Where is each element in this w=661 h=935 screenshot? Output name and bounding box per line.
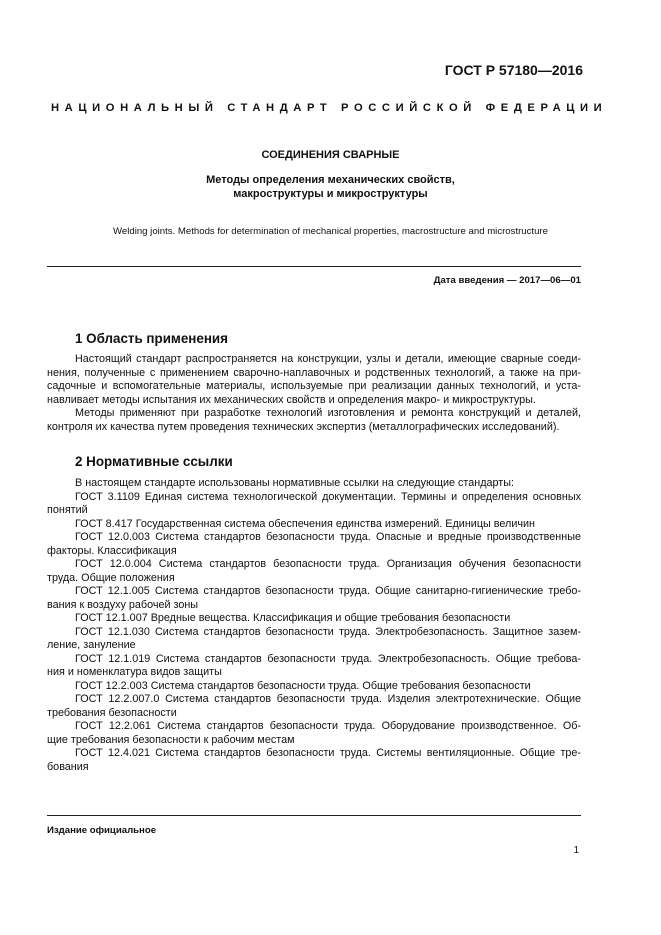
reference-line: ния и номенклатура видов защиты	[47, 666, 222, 678]
text-line: садочные и вспомогательные материалы, используемые при реализации данных технологий, и уста-	[47, 380, 581, 392]
reference-line: ГОСТ 12.4.021 Система стандартов безопасности труда. Системы вентиляционные. Общие тре-	[75, 747, 581, 759]
document-title: СОЕДИНЕНИЯ СВАРНЫЕ	[261, 149, 400, 161]
reference-line: труда. Общие положения	[47, 571, 175, 584]
official-edition-note: Издание официальное	[47, 825, 157, 836]
text-line: В настоящем стандарте использованы нормативные ссылки на следующие стандарты:	[75, 477, 514, 489]
reference-line: ГОСТ 12.1.005 Система стандартов безопасности труда. Общие санитарно-гигиенические требо-	[75, 585, 581, 597]
text-line: Методы применяют при разработке технологий изготовления и ремонта конструкций и деталей,	[75, 407, 581, 419]
introduction-date: Дата введения — 2017—06—01	[433, 275, 581, 286]
reference-line: ГОСТ 12.1.007 Вредные вещества. Классификация и общие требования безопасности	[75, 612, 511, 624]
section-1-heading: 1 Область применения	[75, 331, 228, 346]
section-2-body	[47, 477, 581, 774]
section-1-body	[47, 353, 581, 434]
reference-line: ГОСТ 3.1109 Единая система технологической документации. Термины и определения основных	[75, 490, 581, 503]
reference-line: ГОСТ 8.417 Государственная система обеспечения единства измерений. Единицы величин	[75, 517, 535, 530]
document-subtitle	[0, 173, 661, 201]
header-divider	[47, 266, 581, 267]
reference-line: вания к воздуху рабочей зоны	[47, 598, 199, 611]
national-standard-heading: НАЦИОНАЛЬНЫЙ СТАНДАРТ РОССИЙСКОЙ ФЕДЕРАЦИИ	[51, 102, 608, 114]
reference-line: факторы. Классификация	[47, 544, 177, 557]
reference-line: ГОСТ 12.1.019 Система стандартов безопасности труда. Электробезопасность. Общие требова-	[75, 652, 581, 665]
reference-line: ГОСТ 12.2.003 Система стандартов безопасности труда. Общие требования безопасности	[75, 679, 531, 692]
text-line: нения, полученные с применением сварочно-наплавочных и родственных технологий, а также на при-	[47, 366, 581, 379]
reference-line: щие требования безопасности к рабочим местам	[47, 733, 295, 746]
reference-line: понятий	[47, 504, 88, 516]
section-2-heading: 2 Нормативные ссылки	[75, 454, 233, 469]
reference-line: бования	[47, 760, 89, 773]
reference-line: ГОСТ 12.0.004 Система стандартов безопасности труда. Организация обучения безопасности	[75, 558, 581, 570]
document-title-english: Welding joints. Methods for determination of mechanical properties, macrostructure and microstructure	[113, 226, 548, 237]
reference-line: ГОСТ 12.2.061 Система стандартов безопасности труда. Оборудование производственное. Об-	[75, 720, 581, 732]
text-line: навливает методы испытания их механических свойств и определения макро- и микроструктуры.	[47, 393, 536, 406]
page-number: 1	[573, 845, 579, 856]
footer-divider	[47, 815, 581, 816]
reference-line: ление, зануление	[47, 639, 136, 651]
reference-line: требования безопасности	[47, 706, 177, 719]
subtitle-line: Методы определения механических свойств,	[206, 174, 455, 186]
text-line: контроля их качества путем проведения технических экспертиз (металлографических исследований).	[47, 420, 560, 433]
text-line: Настоящий стандарт распространяется на конструкции, узлы и детали, имеющие сварные соеди-	[75, 353, 581, 365]
reference-line: ГОСТ 12.2.007.0 Система стандартов безопасности труда. Изделия электротехнические. Общие	[75, 693, 581, 705]
document-code: ГОСТ Р 57180—2016	[444, 62, 583, 78]
subtitle-line: макроструктуры и микроструктуры	[233, 188, 428, 200]
reference-line: ГОСТ 12.1.030 Система стандартов безопасности труда. Электробезопасность. Защитное зазем-	[75, 625, 581, 638]
reference-line: ГОСТ 12.0.003 Система стандартов безопасности труда. Опасные и вредные производственные	[75, 531, 581, 543]
